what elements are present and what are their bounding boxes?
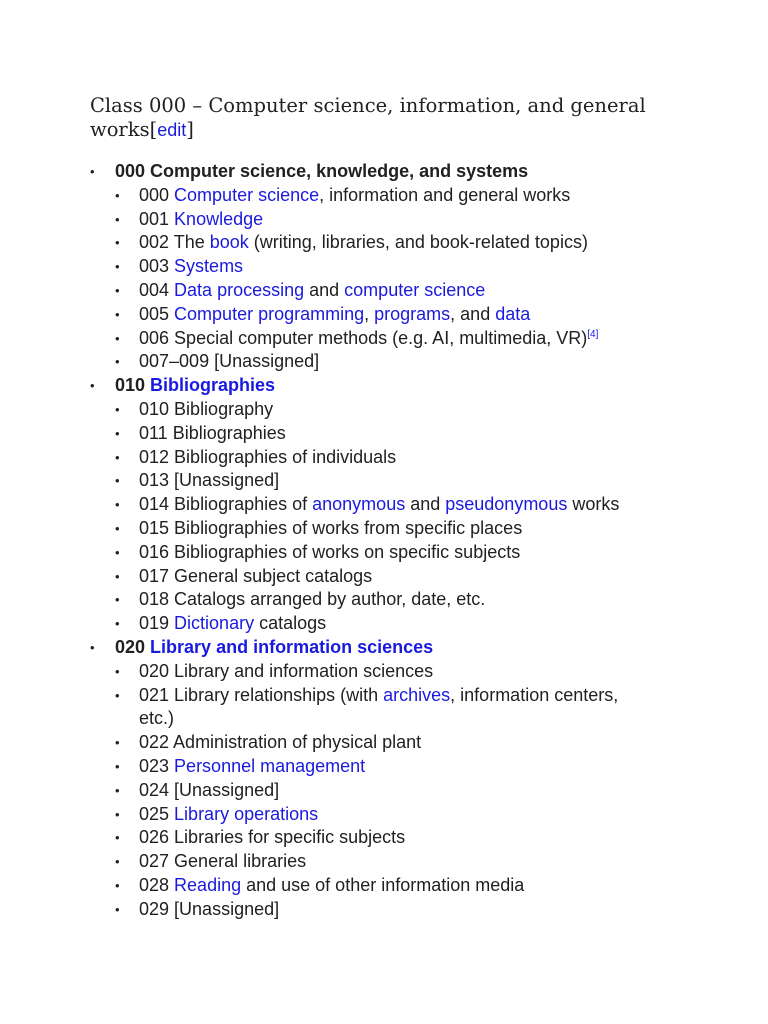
- section-item: [115, 422, 649, 446]
- section-text: General libraries: [174, 851, 307, 872]
- section-item: [115, 231, 649, 255]
- section-code: 028: [139, 874, 175, 895]
- section-item: [115, 588, 649, 612]
- section-text: Library relationships (with: [174, 684, 384, 705]
- section-code: 000: [139, 184, 175, 205]
- topic-link[interactable]: pseudonymous: [445, 494, 568, 515]
- section-heading-text: Class 000 – Computer science, information, and general works: [90, 94, 646, 141]
- section-code: 021: [139, 684, 175, 705]
- topic-link[interactable]: computer science: [344, 279, 486, 300]
- section-text: , information centers, etc.): [139, 684, 619, 729]
- section-text: works: [567, 494, 620, 515]
- division-title[interactable]: Library and information sciences: [150, 636, 434, 657]
- section-text: , information and general works: [319, 184, 571, 205]
- section-text: Bibliographies: [172, 422, 286, 443]
- section-item: [115, 398, 649, 422]
- section-list: [115, 660, 768, 922]
- section-item: [115, 303, 649, 327]
- section-item: [115, 803, 649, 827]
- section-item: [115, 469, 649, 493]
- section-item: [115, 350, 649, 374]
- division-code: 000: [115, 161, 151, 181]
- section-item: [115, 517, 649, 541]
- division-code: 020: [115, 636, 151, 657]
- section-code: 007–009: [139, 351, 215, 372]
- section-code: 014: [139, 494, 175, 515]
- section-item: [115, 493, 649, 517]
- division-heading: [115, 375, 275, 395]
- section-text: Bibliographies of individuals: [174, 446, 397, 467]
- section-text: [Unassigned]: [214, 351, 320, 372]
- section-code: 027: [139, 851, 175, 872]
- topic-link[interactable]: book: [209, 232, 249, 253]
- division-heading: [115, 161, 528, 181]
- section-item: [115, 874, 649, 898]
- section-text: Catalogs arranged by author, date, etc.: [174, 589, 486, 610]
- citation: [587, 329, 598, 340]
- section-item: [115, 660, 649, 684]
- section-code: 023: [139, 755, 175, 776]
- section-text: Bibliographies of works from specific places: [174, 517, 523, 538]
- section-item: [115, 208, 649, 232]
- section-text: and: [304, 279, 345, 300]
- section-text: Libraries for specific subjects: [174, 827, 406, 848]
- section-text: ,: [364, 303, 375, 324]
- section-text: Bibliography: [174, 398, 274, 419]
- section-item: [115, 755, 649, 779]
- topic-link[interactable]: archives: [383, 684, 451, 705]
- section-code: 026: [139, 827, 175, 848]
- section-text: General subject catalogs: [174, 565, 373, 586]
- division-title: Computer science, knowledge, and systems: [150, 161, 529, 181]
- section-item: [115, 684, 649, 732]
- section-item: [115, 327, 649, 351]
- section-code: 006: [139, 327, 175, 348]
- section-code: 001: [139, 208, 175, 229]
- section-item: [115, 184, 649, 208]
- section-item: [115, 850, 649, 874]
- section-code: 004: [139, 279, 175, 300]
- section-item: [115, 279, 649, 303]
- section-item: [115, 898, 649, 922]
- topic-link[interactable]: Data processing: [174, 279, 305, 300]
- section-code: 003: [139, 256, 175, 277]
- section-code: 025: [139, 803, 175, 824]
- edit-link[interactable]: edit: [157, 120, 187, 140]
- section-text: The: [173, 232, 210, 253]
- section-text: Bibliographies of works on specific subjects: [174, 541, 521, 562]
- topic-link[interactable]: Dictionary: [174, 613, 255, 634]
- section-text: Administration of physical plant: [173, 732, 422, 753]
- topic-link[interactable]: Computer science: [174, 184, 320, 205]
- section-code: 017: [139, 565, 175, 586]
- section-code: 011: [139, 422, 173, 443]
- section-item: [115, 612, 649, 636]
- topic-link[interactable]: programs: [374, 303, 451, 324]
- edit-open-bracket: [: [149, 118, 158, 141]
- section-text: [Unassigned]: [174, 779, 280, 800]
- section-text: [Unassigned]: [174, 898, 280, 919]
- section-text: Special computer methods (e.g. AI, multimedia, VR): [174, 327, 588, 348]
- section-code: 024: [139, 779, 175, 800]
- topic-link[interactable]: Personnel management: [174, 755, 366, 776]
- division-title[interactable]: Bibliographies: [150, 375, 276, 396]
- section-code: 015: [139, 517, 175, 538]
- division-item: [0, 636, 768, 922]
- section-heading: [90, 94, 690, 142]
- section-item: [115, 731, 649, 755]
- section-text: [Unassigned]: [174, 470, 280, 491]
- section-text: Library and information sciences: [174, 660, 434, 681]
- section-list: [115, 398, 768, 636]
- topic-link[interactable]: Knowledge: [174, 208, 264, 229]
- section-item: [115, 779, 649, 803]
- section-item: [115, 541, 649, 565]
- division-item: [0, 374, 768, 636]
- section-code: 016: [139, 541, 175, 562]
- section-code: 019: [139, 613, 175, 634]
- section-text: catalogs: [254, 613, 327, 634]
- section-code: 029: [139, 898, 175, 919]
- section-list: [115, 184, 768, 374]
- citation-link[interactable]: [4]: [587, 328, 599, 340]
- topic-link[interactable]: data: [495, 303, 531, 324]
- section-item: [115, 565, 649, 589]
- section-code: 013: [139, 470, 175, 491]
- section-text: and: [405, 494, 446, 515]
- section-code: 010: [139, 398, 175, 419]
- division-item: [0, 160, 768, 374]
- topic-link[interactable]: Computer programming: [174, 303, 365, 324]
- section-text: (writing, libraries, and book-related topics): [248, 232, 588, 253]
- edit-close-bracket: ]: [186, 118, 194, 141]
- section-code: 018: [139, 589, 175, 610]
- section-item: [115, 826, 649, 850]
- division-heading: [115, 637, 433, 657]
- section-code: 012: [139, 446, 175, 467]
- section-item: [115, 446, 649, 470]
- section-text: and use of other information media: [241, 874, 525, 895]
- section-code: 020: [139, 660, 175, 681]
- class-list: [0, 160, 768, 922]
- topic-link[interactable]: anonymous: [312, 494, 406, 515]
- topic-link[interactable]: Library operations: [174, 803, 319, 824]
- section-code: 005: [139, 303, 175, 324]
- division-code: 010: [115, 375, 151, 396]
- section-code: 002: [139, 232, 174, 253]
- section-item: [115, 255, 649, 279]
- section-code: 022: [139, 732, 174, 753]
- section-text: Bibliographies of: [174, 494, 313, 515]
- section-text: , and: [450, 303, 496, 324]
- topic-link[interactable]: Reading: [174, 874, 242, 895]
- topic-link[interactable]: Systems: [174, 256, 244, 277]
